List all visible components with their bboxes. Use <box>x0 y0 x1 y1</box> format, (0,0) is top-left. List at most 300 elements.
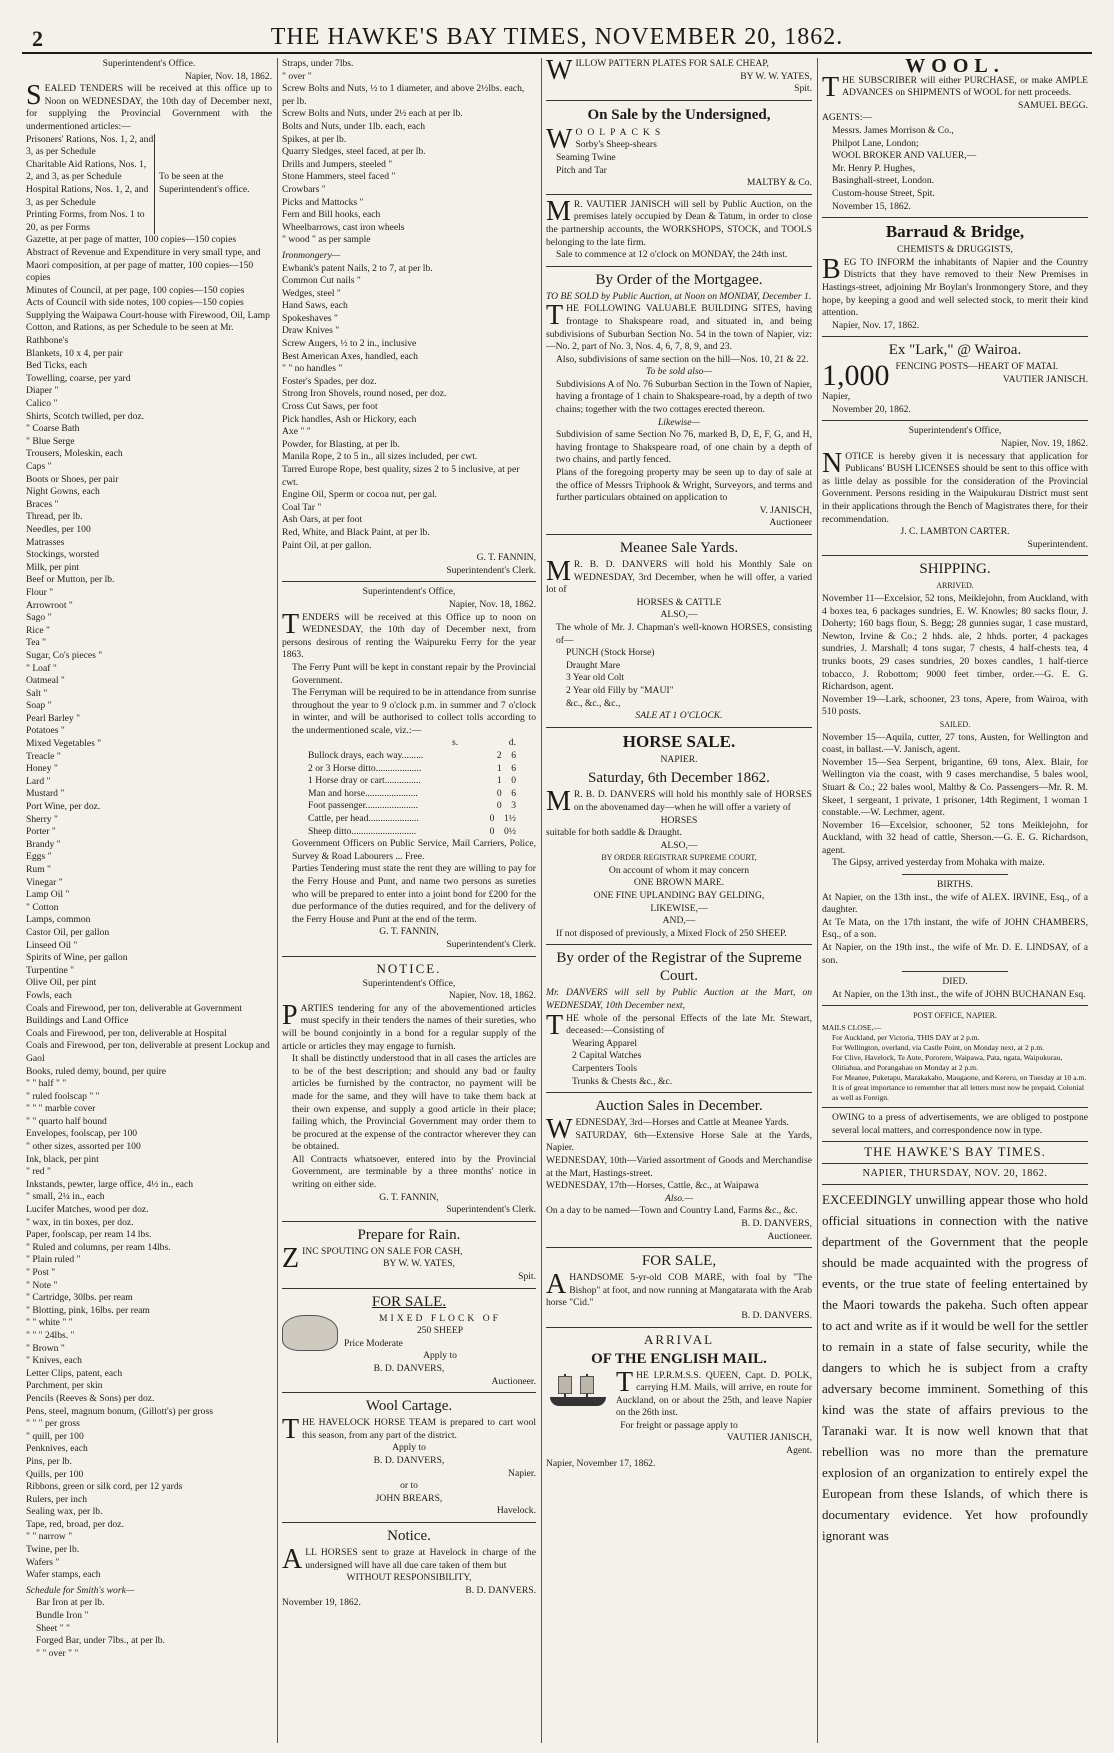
agent-item: Messrs. James Morrison & Co., <box>832 124 954 136</box>
toll-item: Cattle, per head..................... <box>308 813 419 825</box>
drop-cap: T <box>822 71 840 103</box>
drop-cap: B <box>822 253 841 285</box>
tender-item: Rice " <box>26 624 50 636</box>
toll-item: Foot passenger...................... <box>308 800 419 812</box>
tender-item: Port Wine, per doz. <box>26 801 101 813</box>
tender-item: Eggs " <box>26 851 52 863</box>
ironmongery-item: Strong Iron Shovels, round nosed, per doz. <box>282 388 447 400</box>
tender-item: Sealing wax, per lb. <box>26 1506 103 1518</box>
braced-items <box>26 134 272 235</box>
drop-cap: M <box>546 556 571 587</box>
toll-row <box>282 813 536 826</box>
drop-cap: A <box>546 1269 567 1301</box>
tender-item: Blankets, 10 x 4, per pair <box>26 347 123 359</box>
tender-item: Brandy " <box>26 838 61 850</box>
tender-item: Calico " <box>26 398 58 410</box>
tender-item: " Note " <box>26 1279 58 1291</box>
smith-item-list-continued <box>282 58 536 247</box>
meanee-heading: Meanee Sale Yards. <box>619 540 739 556</box>
mail-body: T HE I.P.R.M.S.S. QUEEN, Capt. D. POLK, carrying H.M. Mails, will arrive, en route for Auckland, on or about the 25th, and leave Napier on the 26th inst. <box>546 1370 812 1420</box>
mail-heading: OF THE ENGLISH MAIL. <box>591 1350 767 1367</box>
tender-item: Gazette, at per page of matter, 100 copies—150 copies <box>26 234 237 246</box>
post-office-heading: POST OFFICE, NAPIER. <box>913 1011 997 1021</box>
tender-item: Sugar, Co's pieces " <box>26 649 103 661</box>
toll-price: 1 0 <box>496 775 516 787</box>
tender-item: " quill, per 100 <box>26 1430 84 1442</box>
column-divider <box>541 58 542 1743</box>
ferry-tender: T ENDERS will be received at this Office up to noon on WEDNESDAY, the 10th day of December next, from persons desirous of renting the Waipureku Ferry for the year 1863. <box>282 608 536 661</box>
smith-item: Sheet " " <box>36 1622 70 1634</box>
toll-row <box>282 750 536 763</box>
december-item: WEDNESDAY, 17th—Horses, Cattle, &c., at Waipawa <box>546 1180 759 1192</box>
arrived-item: November 11—Excelsior, 52 tons, Meiklejohn, from Auckland, with 4 boxes tea, 6 packages sundries, E. W. Knowles; 80 sacks flour, J. Doherty; 160 bags flour, S. Begg; 28 gunnies sugar, 1 case mustard, Newton, Irvine & Co.; 2 hhds. ale, 2 hhds. porter, 4 packages sundries, J. Marshall; 4 tons sugar, 7 chests, 4 half-chests tea, 4 trunks boots, 29 cases sundries, 20 boxes candles, 1 half-tierce tobacco, J. Robottom; 9000 feet timber, order.—G. E. G. Richardson, agent. <box>822 593 1088 693</box>
cob-heading: FOR SALE, <box>641 1253 717 1270</box>
tender-item: Fowls, each <box>26 989 72 1001</box>
column-4: WOOL. T HE SUBSCRIBER will either PURCHASE, or make AMPLE ADVANCES on SHIPMENTS of WOOL for nett proceeds. SAMUEL BEGG. AGENTS:— Messrs. James Morrison & Co., Philpot Lane, London; WOOL BROKER AND VALUER,— Mr. Henry P. Hughes, Basinghall-street, London. Custom-house Street, Spit. November 15, 1862. Barraud & Bridge, CHEMISTS & DRUGGISTS, B EG TO INFORM the inhabitants of Napier and the Country Districts that they have removed to their New Premises in Hastings-street, adjoining Mr Boylan's Ironmongery Store, and they hope, by keeping a good and well selected stock, to merit their kind attention. Napier, Nov. 17, 1862. Ex "Lark," @ Wairoa. 1,000 FENCING POSTS—HEART OF MATAI. VAUTIER JANISCH. Napier, November 20, 1862. Superintendent's Office, Napier, Nov. 19, 1862. N OTICE is hereby given it is necessary that application for Publicans' BUSH LICENSES should be sent to this office with as little delay as possible for the consideration of the Provincial Government. Persons residing in the Waipukurau District must sent in their applications through the Bench of Magistrates there, for their recommendation. J. C. LAMBTON CARTER. Superintendent. SHIPPING. ARRIVED. November 11—Excelsior, 52 tons, Meiklejohn, from Auckland, with 4 boxes tea, 6 packages sundries, E. W. Knowles; 80 sacks flour, J. Doherty; 160 bags flour, S. Begg; 28 gunnies sugar, 1 case mustard, Newton, Irvine & Co.; 2 hhds. ale, 2 hhds. porter, 4 packages sundries, J. Marshall; 4 tons sugar, 7 chests, 4 half-chests tea, 4 trunks boots, 29 cases sundries, 20 boxes candles, 1 half-tierce tobacco, J. Robottom; 9000 feet timber, order.—G. E. G. Richardson, agent. November 19—Lark, schooner, 23 tons, Apere, from Wairoa, with 510 posts. SAILED. November 15—Aquila, cutter, 27 tons, Austen, for Wellington and coast, in ballast.—V. Janisch, agent. November 15—Sea Serpent, brigantine, 69 tons, Alex. Blair, for Wellington via the coast, with 9 cases merchandise, 5 bales wool, Stuart & Co.; 22 bales wool, Maltby & Co. Passengers—Mr. R. M. Skeet, 1 sergeant, 1 private, 1 prisoner, 14th Regiment, 1 woman 1 constable.—W. Lechmer, agent. November 16—Excelsior, schooner, 52 tons Meiklejohn, for Auckland, with 32 head of cattle, Sherson.—G. E. G. Richardson, agent. The Gipsy, arrived yesterday from Mohaka with maize. BIRTHS. At Napier, on the 13th inst., the wife of ALEX. IRVINE, Esq., of a daughter. At Te Mata, on the 17th instant, the wife of JOHN CHAMBERS, Esq., of a son. At Napier, on the 19th inst., the wife of Mr. D. E. LINDSAY, of a son. DIED. At Napier, on the 13th inst., the wife of JOHN BUCHANAN Esq. POST OFFICE, NAPIER. MAILS CLOSE,— For Auckland, per Victoria, THIS DAY at 2 p.m. For Wellington, overland, via Castle Point, on Monday next, at 2 p.m. For Clive, Havelock, Te Aute, Pororere, Waipawa, Pata, ngata, Waipukurau, Olitiahua, and Porangahau on Monday at 2 p.m. For Meanee, Puketapu, Marakakaho, Maugaone, and Kereru, on Tuesday at 10 a.m. It is of great importance to remember that all letters must now be prepaid, Colonial as well as Foreign. OWING to a press of advertisements, we are obliged to postpone several local matters, and correspondence now in type. THE HAWKE'S BAY TIMES. NAPIER, THURSDAY, NOV. 20, 1862. EXCEEDINGLY unwilling appear those who hold official situations in connection with the native department of the Government that the people should be made acquainted with the progress of events, or the true state of feeling entertained by the Maori towards the pakeha. Such often appear to act and write as if it would be well for the settler to remain in a state of false security, while the dangers to which he is subject from a crafty adversary become imminent. Something of this kind was the state of affairs previous to the Taranaki war. It is now well known that that rebellion was no more than the premature explosion of an organization to entirely expel the European from these Islands, of which there is documentary evidence. Yet how profoundly ignorant was <box>822 58 1088 1745</box>
tender-item: Ink, black, per pint <box>26 1153 99 1165</box>
licence-body: N OTICE is hereby given it is necessary that application for Publicans' BUSH LICENSES should be sent to this office with as little delay as possible for the consideration of the Provincial Government. Persons residing in the Waipukurau District must sent in their applications through the Bench of Magistrates there, for their recommendation. <box>822 447 1088 525</box>
ironmongery-item: Pick handles, Ash or Hickory, each <box>282 413 417 425</box>
tender-item: Wafer stamps, each <box>26 1569 101 1581</box>
tender-item: " other sizes, assorted per 100 <box>26 1141 141 1153</box>
toll-price: 1 6 <box>496 762 516 774</box>
meanee-item: Draught Mare <box>566 659 621 671</box>
braced-list <box>26 134 154 235</box>
tender-item: " Coarse Bath <box>26 423 80 435</box>
tender-item: Thread, per lb. <box>26 511 83 523</box>
tender-item: " Brown " <box>26 1342 65 1354</box>
tender-item: Towelling, coarse, per yard <box>26 372 131 384</box>
ironmongery-item: Best American Axes, handled, each <box>282 350 418 362</box>
masthead <box>22 20 1092 54</box>
editorial-title: THE HAWKE'S BAY TIMES. <box>864 1144 1046 1160</box>
horse-sale-heading: HORSE SALE. <box>622 731 736 751</box>
signature-name: G. T. FANNIN, <box>379 1191 439 1203</box>
tender-item: Books, ruled demy, bound, per quire <box>26 1065 167 1077</box>
tender-item: Abstract of Revenue and Expenditure in very small type, and Maori composition, at per page of matter, 100 copies—150 copies <box>26 246 261 284</box>
tender-item: Minutes of Council, at per page, 100 copies—150 copies <box>26 284 245 296</box>
tender-item: " Blotting, pink, 16lbs. per ream <box>26 1304 150 1316</box>
birth-item: At Napier, on the 19th inst., the wife of Mr. D. E. LINDSAY, of a son. <box>822 942 1088 966</box>
tender-item: Tape, red, broad, per doz. <box>26 1518 124 1530</box>
smith-item: Fern and Bill hooks, each <box>282 209 381 221</box>
birth-item: At Te Mata, on the 17th instant, the wife of JOHN CHAMBERS, Esq., of a son. <box>822 916 1088 941</box>
tender-item: Lamp Oil " <box>26 889 70 901</box>
toll-free: Government Officers on Public Service, Mail Carriers, Police, Survey & Road Labourers ... Free. <box>292 838 536 862</box>
column-2: Straps, under 7lbs. " over " Screw Bolts and Nuts, ½ to 1 diameter, and above 2½lbs. each, per lb. Screw Bolts and Nuts, under 2½ each at per lb. Bolts and Nuts, under 1lb. each, each Spikes, at per lb. Quarry Sledges, steel faced, at per lb. Drills and Jumpers, steeled " Stone Hammers, steel faced " Crowbars " Picks and Mattocks " Fern and Bill hooks, each Wheelbarrows, cast iron wheels " wood " as per sample Ironmongery— Ewbank's patent Nails, 2 to 7, at per lb. Common Cut nails " Wedges, steel " Hand Saws, each Spokeshaves " Draw Knives " Screw Augers, ½ to 2 in., inclusive Best American Axes, handled, each " " no handles " Foster's Spades, per doz. Strong Iron Shovels, round nosed, per doz. Cross Cut Saws, per foot Pick handles, Ash or Hickory, each Axe " " Powder, for Blasting, at per lb. Manila Rope, 2 to 5 in., all sizes included, per cwt. Tarred Europe Rope, best quality, sizes 2 to 5 inclusive, at per cwt. Engine Oil, Sperm or cocoa nut, per gal. Coal Tar " Ash Oars, at per foot Red, White, and Black Paint, at per lb. Paint Oil, at per gallon. G. T. FANNIN, Superintendent's Clerk. Superintendent's Office, Napier, Nov. 18, 1862. T ENDERS will be received at this Office up to noon on WEDNESDAY, the 10th day of December next, from persons desirous of renting the Waipureku Ferry for the year 1863. The Ferry Punt will be kept in constant repair by the Provincial Government. The Ferryman will be required to be in attendance from sunrise throughout the year to 9 o'clock p.m. in summer and 7 o'clock in winter, and will be authorised to collect tolls according to the undermentioned scale, viz.:— s. d. Bullock drays, each way......... 2 6 2 or 3 Horse ditto................... 1 6 1 Horse dray or cart............... 1 0 Man and horse...................... 0 6 Foot passenger...................... 0 3 Cattle, per head..................... 0 1½ Sheep ditto........................... 0 0½ Government Officers on Public Service, Mail Carriers, Police, Survey & Road Labourers ... Free. Parties Tendering must state the rent they are willing to pay for the Ferry House and Punt, and name two persons as sureties who will be prepared to enter into a joint bond for £200 for the due performance of the duties required, and for the delivery of the Ferry House and Punt at the end of the term. G. T. FANNIN, Superintendent's Clerk. NOTICE. Superintendent's Office, Napier, Nov. 18, 1862. P ARTIES tendering for any of the abovementioned articles must specify in their tenders the names of their sureties, who will be bound conjointly in a bond for a regular supply of the article or articles they may engage to furnish. It shall be distinctly understood that in all cases the articles are to be of the best description; and should any bad or faulty articles be furnished by the contractor, no payment will be made for the same, and they will have to take them back at their own expense, and supply a good article in their place; failing which, the Provincial Government may order them to be procured at the expense of the contractor wherever they can be obtained. All Contracts whatsoever, entered into by the Provincial Government, are terminable by a three months' notice in writing on either side. G. T. FANNIN, Superintendent's Clerk. Prepare for Rain. Z INC SPOUTING ON SALE FOR CASH, BY W. W. YATES, Spit. FOR SALE. MIXED FLOCK OF 250 SHEEP Price Moderate Apply to B. D. DANVERS, Auctioneer. Wool Cartage. T HE HAVELOCK HORSE TEAM is prepared to cart wool this season, from any part of the district. Apply to B. D. DANVERS, Napier. or to JOHN BREARS, Havelock. Notice. A LL HORSES sent to graze at Havelock in charge of the undersigned will have all due care taken of them but WITHOUT RESPONSIBILITY, B. D. DANVERS. November 19, 1862. <box>282 58 536 1609</box>
tender-item: Parchment, per skin <box>26 1380 103 1392</box>
tender-item: Trousers, Moleskin, each <box>26 448 123 460</box>
tender-item: " Ruled and columns, per ream 14lbs. <box>26 1241 171 1253</box>
woolpacks-item: Pitch and Tar <box>556 164 607 176</box>
page-number: 2 <box>32 26 43 51</box>
smith-item: Bar Iron at per lb. <box>36 1597 105 1609</box>
wool-cartage-heading: Wool Cartage. <box>365 1398 453 1415</box>
smith-item: Picks and Mattocks " <box>282 196 364 208</box>
forsale-heading: FOR SALE. <box>371 1293 447 1310</box>
arrival-heading: ARRIVAL <box>643 1331 715 1347</box>
tender-item: Ribbons, green or silk cord, per 12 yards <box>26 1481 183 1493</box>
smith-item: Screw Bolts and Nuts, ½ to 1 diameter, and above 2½lbs. each, per lb. <box>282 83 525 107</box>
ironmongery-item: Ash Oars, at per foot <box>282 514 363 526</box>
agent-item: Custom-house Street, Spit. <box>832 187 935 199</box>
tender-item: Tea " <box>26 637 47 649</box>
drop-cap: W <box>546 1114 573 1146</box>
births-heading: BIRTHS. <box>937 879 973 891</box>
tender-item: Turpentine " <box>26 964 75 976</box>
drop-cap: T <box>546 1009 564 1041</box>
column-divider <box>277 58 278 1743</box>
tender-item: Sherry " <box>26 813 58 825</box>
tender-item: " " white " " <box>26 1317 73 1329</box>
drop-cap: Z <box>282 1242 300 1274</box>
drop-cap: M <box>546 195 571 227</box>
tender-item: " Blue Serge <box>26 435 75 447</box>
toll-price: 0 0½ <box>489 825 516 837</box>
paper-title: THE HAWKE'S BAY TIMES, NOVEMBER 20, 1862. <box>270 24 844 50</box>
tender-item: Honey " <box>26 763 58 775</box>
notice-heading: NOTICE. <box>376 960 442 976</box>
post-item: For Auckland, per Victoria, THIS DAY at 2 p.m. <box>832 1033 980 1042</box>
lark-heading: Ex "Lark," @ Wairoa. <box>888 342 1022 359</box>
drop-cap: T <box>282 1414 300 1446</box>
tender-item-list <box>26 234 272 1582</box>
tender-item: Pearl Barley " <box>26 712 80 724</box>
tender-item: Shirts, Scotch twilled, per doz. <box>26 410 145 422</box>
signature-name: G. T. FANNIN, <box>379 926 439 938</box>
tender-item: Vinegar " <box>26 876 63 888</box>
drop-cap: P <box>282 999 298 1031</box>
shipping-heading: SHIPPING. <box>919 561 991 578</box>
drop-cap: T <box>546 300 564 332</box>
signature-name: G. T. FANNIN, <box>476 552 536 564</box>
janisch-ad: M R. VAUTIER JANISCH will sell by Public Auction, on the premises lately occupied by Dean & Tatum, in order to close the partnership accounts, the WORKSHOPS, STOCK, and TOOLS belonging to the late firm. <box>546 195 812 248</box>
meanee-body: M R. B. D. DANVERS will hold his Monthly Sale on WEDNESDAY, 3rd December, when he will offer, a varied lot of <box>546 556 812 596</box>
drop-cap: W <box>546 123 573 155</box>
sheep-icon <box>282 1315 338 1351</box>
drop-cap: T <box>282 608 300 640</box>
ship-icon <box>546 1372 610 1410</box>
column-1 <box>26 58 272 1745</box>
tender-item: " " " 24lbs. " <box>26 1329 75 1341</box>
tender-item: Olive Oil, per pint <box>26 977 97 989</box>
braced-item: Prisoners' Rations, Nos. 1, 2, and 3, as per Schedule <box>26 133 154 158</box>
braced-item: Hospital Rations, Nos. 1, 2, and 3, as per Schedule <box>26 183 149 208</box>
tender-item: " " " per gross <box>26 1418 80 1430</box>
ironmongery-item: Red, White, and Black Paint, at per lb. <box>282 526 430 538</box>
smith-item: Bolts and Nuts, under 1lb. each, each <box>282 120 426 132</box>
barraud-heading: Barraud & Bridge, <box>885 222 1025 242</box>
toll-item: Man and horse...................... <box>308 787 418 799</box>
tender-item: " " " marble cover <box>26 1103 96 1115</box>
smith-item: " over " <box>282 70 312 82</box>
ironmongery-item: Foster's Spades, per doz. <box>282 375 377 387</box>
registrar-item: Carpenters Tools <box>572 1063 637 1074</box>
tender-item: " small, 2¼ in., each <box>26 1191 105 1203</box>
drop-cap: T <box>616 1366 634 1398</box>
tender-item: Needles, per 100 <box>26 523 91 535</box>
toll-row <box>282 826 536 839</box>
toll-price: 0 1½ <box>489 813 516 825</box>
tender-item: Caps " <box>26 461 52 472</box>
tender-item: Inkstands, pewter, large office, 4½ in., each <box>26 1178 194 1190</box>
toll-item: Sheep ditto........................... <box>308 825 417 837</box>
sailed-item: November 16—Excelsior, schooner, 52 tons Meiklejohn, for Auckland, with 32 head of cattle, Sherson.—G. E. G. Richardson, agent. <box>822 819 1088 856</box>
post-item: For Wellington, overland, via Castle Point, on Monday next, at 2 p.m. <box>832 1043 1045 1052</box>
smith-item: Drills and Jumpers, steeled " <box>282 158 393 170</box>
meanee-item: 3 Year old Colt <box>566 672 625 684</box>
sailed-item: November 15—Aquila, cutter, 27 tons, Austen, for Wellington and coast, in ballast.—V. Janisch, agent. <box>822 731 1088 756</box>
tender-item: Envelopes, foolscap, per 100 <box>26 1128 138 1140</box>
editorial-date: NAPIER, THURSDAY, NOV. 20, 1862. <box>862 1167 1048 1179</box>
smith-item: Stone Hammers, steel faced " <box>282 171 396 183</box>
undersigned-heading: On Sale by the Undersigned, <box>587 106 771 123</box>
braced-item: Printing Forms, from Nos. 1 to 20, as per Forms <box>26 209 145 233</box>
tender-item: Acts of Council with side notes, 100 copies—150 copies <box>26 297 244 309</box>
signature-title: Superintendent's Clerk. <box>446 1204 536 1216</box>
office-header: Superintendent's Office. <box>102 58 196 69</box>
braced-item: Charitable Aid Rations, Nos. 1, 2, and 3, as per Schedule <box>26 158 147 183</box>
tender-item: " wax, in tin boxes, per doz. <box>26 1216 134 1228</box>
agent-item: November 15, 1862. <box>832 200 911 212</box>
agent-item: Basinghall-street, London. <box>832 175 935 187</box>
post-item: For Clive, Havelock, Te Aute, Pororere, Waipawa, Pata, ngata, Waipukurau, Olitiahua, and Porangahau on Monday at 2 p.m. <box>832 1053 1063 1072</box>
tender-item: " Knives, each <box>26 1355 82 1367</box>
smith-item: Forged Bar, under 7lbs., at per lb. <box>36 1635 165 1647</box>
smith-header: Schedule for Smith's work— <box>26 1584 135 1596</box>
tender-item: Soap " <box>26 700 52 712</box>
smith-item: Straps, under 7lbs. <box>282 58 354 69</box>
lark-body: 1,000 FENCING POSTS—HEART OF MATAI. VAUTIER JANISCH. <box>822 359 1088 393</box>
brace-note: To be seen at the Superintendent's office. <box>154 134 272 235</box>
drop-cap: A <box>282 1543 303 1575</box>
toll-table <box>282 750 536 838</box>
agent-item: Mr. Henry P. Hughes, <box>832 162 916 174</box>
tender-item: Mustard " <box>26 788 65 800</box>
tender-item: Castor Oil, per gallon <box>26 926 110 938</box>
tender-item: Diaper " <box>26 385 59 397</box>
ironmongery-item: Paint Oil, at per gallon. <box>282 539 372 551</box>
ironmongery-item: Hand Saws, each <box>282 300 348 312</box>
tender-item: " Post " <box>26 1267 56 1278</box>
agent-item: Philpot Lane, London; <box>832 137 919 149</box>
drop-cap: W <box>546 58 573 86</box>
meanee-item: 2 Year old Filly by "MAUI" <box>566 684 674 696</box>
ironmongery-item: Cross Cut Saws, per foot <box>282 401 378 413</box>
rain-ad: Z INC SPOUTING ON SALE FOR CASH, <box>282 1242 463 1274</box>
ferry-office: Superintendent's Office, <box>362 586 456 598</box>
ironmongery-item: Coal Tar " <box>282 501 322 513</box>
december-heading: Auction Sales in December. <box>595 1098 763 1115</box>
tender-item: Milk, per pint <box>26 561 80 573</box>
tender-item: Beef or Mutton, per lb. <box>26 574 115 586</box>
woolpacks-item: Sorby's Sheep-shears <box>575 139 657 151</box>
ironmongery-item: Ewbank's patent Nails, 2 to 7, at per lb. <box>282 262 433 274</box>
post-item: It is of great importance to remember that all letters must now be prepaid, Colonial as well as Foreign. <box>832 1083 1084 1102</box>
woolpacks-item: Seaming Twine <box>556 151 616 163</box>
tender-item: Treacle " <box>26 750 61 762</box>
smith-item: Bundle Iron " <box>36 1610 89 1622</box>
toll-price: 2 6 <box>496 750 516 762</box>
mortgagee-heading: By Order of the Mortgagee. <box>595 271 763 288</box>
toll-item: Bullock drays, each way......... <box>308 750 424 762</box>
tender-item: Coals and Firewood, per ton, deliverable at present Lockup and Gaol <box>26 1040 270 1064</box>
tender-item: Wafers " <box>26 1556 60 1568</box>
wool-heading: WOOL. <box>905 58 1005 77</box>
editorial-text: EXCEEDINGLY unwilling appear those who hold official situations in connection with the native department of the Government that the people should be made acquainted with the progress of events, or the true state of feeling entertained by the Maori towards the pakeha. Such often appear to act and write as if it would be well for the settler to remain in a state of false security, while the dangers to which he is subject from a crafty adversary become imminent. Something of this kind was the state of affairs previous to the Taranaki war. It is now well known that that rebellion was no more than the premature explosion of an organization to entirely expel the European from these Islands, of which there is documentary evidence. Yet how profoundly ignorant was <box>822 1192 1088 1544</box>
tender-item: " Cotton <box>26 901 59 913</box>
tender-item: Linseed Oil " <box>26 939 78 951</box>
tender-item: Lard " <box>26 775 51 787</box>
tender-item: Spirits of Wine, per gallon <box>26 952 128 964</box>
horse-sale-body: M R. B. D. DANVERS will hold his monthly sale of HORSES on the abovenamed day—when he will offer a variety of <box>546 786 812 818</box>
mortgagee-body: T HE FOLLOWING VALUABLE BUILDING SITES, having frontage to Shakspeare road, and situated in, and being subdivisions of Suburban Section No. 54 in the town of Napier, viz:—No. 2, part of No. 3, Nos. 4, 6, 7, 8, 9, and 23. <box>546 300 812 353</box>
wool-cartage-body: T HE HAVELOCK HORSE TEAM is prepared to cart wool this season, from any part of the district. <box>282 1414 536 1446</box>
toll-row <box>282 800 536 813</box>
drop-cap: N <box>822 447 843 479</box>
toll-item: 1 Horse dray or cart............... <box>308 775 421 787</box>
tender-intro: S EALED TENDERS will be received at this office up to Noon on WEDNESDAY, the 10th day of December next, for supplying the Provincial Government with the undermentioned articles:— <box>26 80 272 132</box>
december-item: SATURDAY, 6th—Extensive Horse Sale at the Yards, Napier. <box>546 1129 812 1154</box>
tender-item: Paper, foolscap, per ream 14 lbs. <box>26 1229 152 1241</box>
notice2-body: A LL HORSES sent to graze at Havelock in charge of the undersigned will have all due care taken of them but <box>282 1543 536 1575</box>
toll-price: 0 3 <box>496 800 516 812</box>
tender-item: Matrasses <box>26 536 65 548</box>
tender-item: Boots or Shoes, per pair <box>26 473 119 485</box>
registrar-item: 2 Capital Watches <box>572 1050 642 1062</box>
tender-item: Potatoes " <box>26 725 65 737</box>
tender-item: Flour " <box>26 586 54 598</box>
ironmongery-item: Wedges, steel " <box>282 287 341 299</box>
tender-item: Letter Clips, patent, each <box>26 1367 123 1379</box>
rain-heading: Prepare for Rain. <box>357 1226 461 1243</box>
barraud-body: B EG TO INFORM the inhabitants of Napier and the Country Districts that they have removed to their New Premises in Hastings-street, adjoining Mr Boylan's Ironmongery Store, and they hope, by keeping a good and well selected stock, to merit their kind attention. <box>822 253 1088 319</box>
tender-item: Pins, per lb. <box>26 1455 72 1467</box>
agent-item: WOOL BROKER AND VALUER,— <box>832 150 977 162</box>
tender-item: Porter " <box>26 826 56 838</box>
tender-item: Quills, per 100 <box>26 1468 84 1480</box>
post-item: For Meanee, Puketapu, Marakakaho, Maugaone, and Kereru, on Tuesday at 10 a.m. <box>832 1073 1087 1082</box>
died-heading: DIED. <box>942 976 968 988</box>
tender-item: " Loaf " <box>26 662 57 674</box>
tender-item: Coals and Firewood, per ton, deliverable at Hospital <box>26 1027 227 1039</box>
woolpacks-ad: W OOLPACKS Sorby's Sheep-shears Seaming Twine Pitch and Tar <box>546 127 812 177</box>
toll-row <box>282 775 536 788</box>
smith-item: Crowbars " <box>282 183 326 195</box>
wool-body: T HE SUBSCRIBER will either PURCHASE, or make AMPLE ADVANCES on SHIPMENTS of WOOL for nett proceeds. <box>822 71 1088 103</box>
tender-item: Supplying the Waipawa Court-house with Firewood, Oil, Lamp Cotton, and Rations, as per Schedule to be seen at Mr. Rathbone's <box>26 309 270 347</box>
smith-item: " wood " as per sample <box>282 234 371 246</box>
registrar-heading: By order of the Registrar of the Supreme Court. <box>556 950 802 985</box>
meanee-item: &c., &c., &c., <box>566 697 621 709</box>
signature-title: Superintendent's Clerk. <box>446 564 536 576</box>
tender-item: Sago " <box>26 612 52 624</box>
tender-item: Oatmeal " <box>26 675 65 687</box>
ironmongery-item: Draw Knives " <box>282 325 340 337</box>
toll-item: 2 or 3 Horse ditto................... <box>308 762 422 774</box>
tender-item: Penknives, each <box>26 1443 88 1455</box>
tender-item: Mixed Vegetables " <box>26 738 102 750</box>
meanee-item: PUNCH (Stock Horse) <box>566 647 655 659</box>
smith-item: Quarry Sledges, steel faced, at per lb. <box>282 146 426 158</box>
column-divider <box>817 58 818 1743</box>
tender-item: " ruled foolscap " " <box>26 1090 100 1102</box>
ironmongery-item: " " no handles " <box>282 363 343 375</box>
tender-item: Pencils (Reeves & Sons) per doz. <box>26 1392 155 1404</box>
toll-row <box>282 788 536 801</box>
registrar-item: Wearing Apparel <box>572 1037 638 1049</box>
ironmongery-item: Common Cut nails " <box>282 275 361 287</box>
drop-cap: M <box>546 786 571 818</box>
tender-item: Salt " <box>26 687 48 699</box>
tender-item: " " quarto half bound <box>26 1115 107 1127</box>
tender-item: Night Gowns, each <box>26 486 100 498</box>
smith-item: Wheelbarrows, cast iron wheels <box>282 221 405 233</box>
tender-item: " red " <box>26 1166 51 1178</box>
ironmongery-item: Screw Augers, ½ to 2 in., inclusive <box>282 338 417 350</box>
sheep-ad: MIXED FLOCK OF 250 SHEEP Price Moderate Apply to B. D. DANVERS, Auctioneer. <box>282 1313 536 1389</box>
tender-item: " Cartridge, 30lbs. per ream <box>26 1292 133 1304</box>
ferry-date: Napier, Nov. 18, 1862. <box>448 598 536 610</box>
tender-item: Pens, steel, magnum bonum, (Gillott's) per gross <box>26 1405 213 1417</box>
toll-row <box>282 763 536 776</box>
registrar-body: T HE whole of the personal Effects of the late Mr. Stewart, deceased:—Consisting of <box>546 1009 812 1041</box>
tender-item: " " narrow " <box>26 1531 73 1543</box>
ironmongery-item: Tarred Europe Rope, best quality, sizes 2 to 5 inclusive, at per cwt. <box>282 464 520 488</box>
tender-item: Arrowroot " <box>26 599 73 611</box>
smith-item: Screw Bolts and Nuts, under 2½ each at per lb. <box>282 108 463 120</box>
office-date: Napier, Nov. 18, 1862. <box>184 70 272 82</box>
tender-item: Lamps, common <box>26 914 91 926</box>
owing-note: OWING to a press of advertisements, we are obliged to postpone several local matters, and correspondence now in type. <box>832 1112 1088 1136</box>
tender-item: Twine, per lb. <box>26 1544 80 1556</box>
willow-ad: W ILLOW PATTERN PLATES FOR SALE CHEAP, <box>546 58 769 86</box>
notice-body: P ARTIES tendering for any of the abovementioned articles must specify in their tenders the names of their sureties, who will be bound conjointly in a bond for a regular supply of the article or articles they may engage to furnish. <box>282 999 536 1052</box>
signature-title: Superintendent's Clerk. <box>446 938 536 950</box>
december-body: W EDNESDAY, 3rd—Horses and Cattle at Meanee Yards. <box>546 1114 789 1146</box>
notice2-heading: Notice. <box>387 1527 431 1544</box>
cob-body: A HANDSOME 5-yr-old COB MARE, with foal by "The Bishop" at foot, and now running at Mangatarata with the Arab horse "Cid." <box>546 1269 812 1309</box>
tender-item: Rulers, per inch <box>26 1493 88 1505</box>
tender-item: " Plain ruled " <box>26 1254 81 1266</box>
smith-item: Spikes, at per lb. <box>282 133 347 145</box>
tender-item: Braces " <box>26 498 59 510</box>
tender-item: " " half " " <box>26 1078 67 1090</box>
smith-item: " " over " " <box>36 1647 79 1659</box>
tender-item: Coals and Firewood, per ton, deliverable at Government Buildings and Land Office <box>26 1002 243 1027</box>
birth-item: At Napier, on the 13th inst., the wife of ALEX. IRVINE, Esq., of a daughter. <box>822 891 1088 916</box>
tender-item: Bed Ticks, each <box>26 360 88 372</box>
drop-cap: S <box>26 80 42 112</box>
tender-item: Rum " <box>26 864 51 875</box>
ironmongery-item: Axe " " <box>282 426 311 438</box>
ironmongery-item: Spokeshaves " <box>282 312 338 324</box>
toll-price: 0 6 <box>496 787 516 799</box>
tender-item: Stockings, worsted <box>26 549 100 561</box>
ironmongery-header: Ironmongery— <box>282 249 341 261</box>
ironmongery-item: Engine Oil, Sperm or cocoa nut, per gal. <box>282 489 438 501</box>
tender-item: Lucifer Matches, wood per doz. <box>26 1204 149 1216</box>
ironmongery-item: Manila Rope, 2 to 5 in., all sizes included, per cwt. <box>282 451 478 463</box>
ironmongery-list <box>282 263 536 553</box>
column-3: W ILLOW PATTERN PLATES FOR SALE CHEAP, BY W. W. YATES, Spit. On Sale by the Undersigned, W OOLPACKS Sorby's Sheep-shears Seaming Twine Pitch and Tar MALTBY & Co. M R. VAUTIER JANISCH will sell by Public Auction, on the premises lately occupied by Dean & Tatum, in order to close the partnership accounts, the WORKSHOPS, STOCK, and TOOLS belonging to the late firm. Sale to commence at 12 o'clock on MONDAY, the 24th inst. By Order of the Mortgagee. TO BE SOLD by Public Auction, at Noon on MONDAY, December 1. T HE FOLLOWING VALUABLE BUILDING SITES, having frontage to Shakspeare road, and situated in, and being subdivisions of Suburban Section No. 54 in the town of Napier, viz:—No. 2, part of No. 3, Nos. 4, 6, 7, 8, 9, and 23. Also, subdivisions of same section on the hill—Nos. 10, 21 & 22. To be sold also— Subdivisions A of No. 76 Suburban Section in the Town of Napier, having a frontage of 1 chain to Shakspeare-road, by a depth of two chains; together with the two cottages erected thereon. Likewise— Subdivision of same Section No 76, marked B, D, E, F, G, and H, having frontage to Shakspeare road, of one chain by a depth of two chains, and partly fenced. Plans of the foregoing property may be seen up to day of sale at the office of Messrs Triphook & Wright, Surveyors, and terms and further particulars obtained on application to V. JANISCH, Auctioneer Meanee Sale Yards. M R. B. D. DANVERS will hold his Monthly Sale on WEDNESDAY, 3rd December, when he will offer, a varied lot of HORSES & CATTLE ALSO,— The whole of Mr. J. Chapman's well-known HORSES, consisting of— PUNCH (Stock Horse) Draught Mare 3 Year old Colt 2 Year old Filly by "MAUI" &c., &c., &c., SALE AT 1 O'CLOCK. HORSE SALE. NAPIER. Saturday, 6th December 1862. M R. B. D. DANVERS will hold his monthly sale of HORSES on the abovenamed day—when he will offer a variety of HORSES suitable for both saddle & Draught. ALSO,— BY ORDER REGISTRAR SUPREME COURT, On account of whom it may concern ONE BROWN MARE. ONE FINE UPLANDING BAY GELDING, LIKEWISE,— AND,— If not disposed of previously, a Mixed Flock of 250 SHEEP. By order of the Registrar of the Supreme Court. Mr. DANVERS will sell by Public Auction at the Mart, on WEDNESDAY, 10th December next, T HE whole of the personal Effects of the late Mr. Stewart, deceased:—Consisting of Wearing Apparel 2 Capital Watches Carpenters Tools Trunks & Chests &c., &c. Auction Sales in December. W EDNESDAY, 3rd—Horses and Cattle at Meanee Yards. SATURDAY, 6th—Extensive Horse Sale at the Yards, Napier. WEDNESDAY, 10th—Varied assortment of Goods and Merchandise at the Mart, Hastings-street. WEDNESDAY, 17th—Horses, Cattle, &c., at Waipawa Also.— On a day to be named—Town and Country Land, Farms &c., &c. B. D. DANVERS, Auctioneer. FOR SALE, A HANDSOME 5-yr-old COB MARE, with foal by "The Bishop" at foot, and now running at Mangatarata with the Arab horse "Cid." B. D. DANVERS. ARRIVAL OF THE ENGLISH MAIL. T HE I.P.R.M.S.S. QUEEN, Capt. D. POLK, carrying H.M. Mails, will arrive, en route for Auckland, on or about the 25th, and leave Napier on the 26th inst. For freight or passage apply to VAUTIER JANISCH, Agent. Napier, November 17, 1862. <box>546 58 812 1469</box>
sailed-item: November 15—Sea Serpent, brigantine, 69 tons, Alex. Blair, for Wellington via the coast, with 9 cases merchandise, 5 bales wool, Stuart & Co.; 22 bales wool, Maltby & Co. Passengers—Mr. R. M. Skeet, 1 sergeant, 1 private, 1 prisoner, 14th Regiment, 1 woman 1 constable.—W. Lechmer, agent. <box>822 756 1088 819</box>
smith-item-list <box>26 1597 272 1660</box>
december-item: WEDNESDAY, 10th—Varied assortment of Goods and Merchandise at the Mart, Hastings-street. <box>546 1154 812 1179</box>
arrived-item: November 19—Lark, schooner, 23 tons, Apere, from Wairoa, with 510 posts. <box>822 693 1088 718</box>
registrar-item: Trunks & Chests &c., &c. <box>572 1075 673 1087</box>
ironmongery-item: Powder, for Blasting, at per lb. <box>282 438 400 450</box>
